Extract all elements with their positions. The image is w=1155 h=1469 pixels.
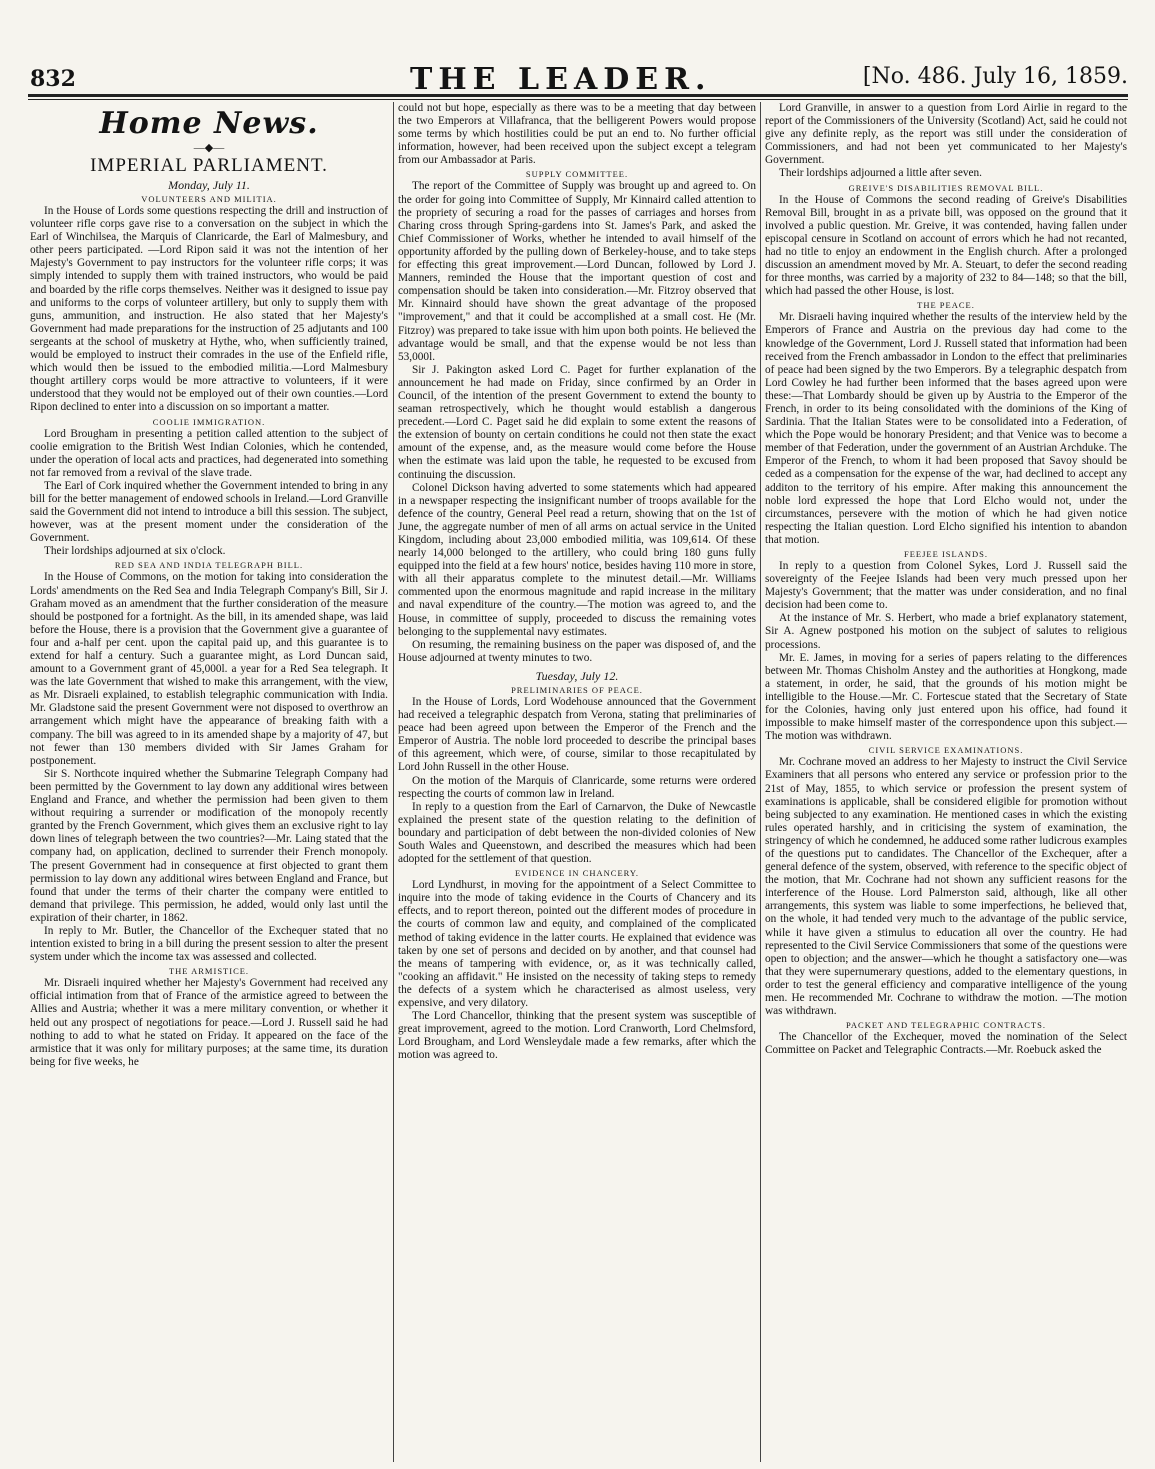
subheading: PACKET AND TELEGRAPHIC CONTRACTS. xyxy=(845,1020,1047,1031)
paragraph: The report of the Committee of Supply was brought up and agreed to. On the order for going into Committee of Supply, Mr Kinnaird called attention to the propriety of securing a road for the passes of carriages and horses from Charing cross through Spring-gardens into St. James's Park, and asked the Chief Commissioner of Works, whether he intended to avail himself of the opportunity afforded by the pulling down of Berkeley-house, and to take steps for effecting this great improvement.—Lord Duncan, followed by Lord J. Manners, reminded the House that the important question of cost and compensation should be taken into consideration.—Mr. Fitzroy observed that Mr. Kinnaird should have shown the great advantage of the proposed "improvement," and that it could be accomplished at a small cost. He (Mr. Fitzroy) was prepared to take issue with him upon both points. He believed the advantage would be small, and that the expense would be not less than 53,000l. xyxy=(398,180,756,363)
paragraph: On resuming, the remaining business on the paper was disposed of, and the House adjourned at twenty minutes to two. xyxy=(398,638,756,664)
paragraph: Lord Brougham in presenting a petition called attention to the subject of coolie emigration to the British West Indian Colonies, which he contended, under the operation of local acts and practices, had degenerated into something not far removed from a revival of the slave trade. xyxy=(30,427,388,479)
paragraph: The Earl of Cork inquired whether the Government intended to bring in any bill for the better management of endowed schools in Ireland.—Lord Granville said the Government did not intend to introduce a bill this session. The subject, however, was at the present moment under the consideration of the Government. xyxy=(30,479,388,545)
subheading: THE PEACE. xyxy=(917,300,975,311)
section-flourish: —◆— xyxy=(193,142,225,154)
paragraph: On the motion of the Marquis of Clanricarde, some returns were ordered respecting the courts of common law in Ireland. xyxy=(398,774,756,800)
subheading: RED SEA AND INDIA TELEGRAPH BILL. xyxy=(114,560,304,571)
paragraph: Colonel Dickson having adverted to some statements which had appeared in a newspaper respecting the insignificant number of troops available for the defence of the country, General Peel read a return, showing that on the 1st of June, the aggregate number of men of all arms on actual service in the United Kingdom, including about 23,000 embodied militia, was 109,614. Of these nearly 14,000 belonged to the artillery, who could bring 180 guns fully equipped into the field at a few hours' notice, besides having 110 more in store, with all their apparatus complete to the minutest detail.—Mr. Williams commented upon the enormous magnitude and rapid increase in the military and naval expenditure of the country.—The motion was agreed to, and the House, in committee of supply, proceeded to discuss the remaining votes belonging to the supplemental navy estimates. xyxy=(398,481,756,638)
paragraph: In reply to a question from Colonel Sykes, Lord J. Russell said the sovereignty of the Feejee Islands had been very much pressed upon her Majesty's Government; that the matter was under consideration, and no final decision had been come to. xyxy=(765,560,1127,612)
masthead-rule-thick xyxy=(28,94,1128,97)
subheading: FEEJEE ISLANDS. xyxy=(904,549,988,559)
paragraph: Lord Lyndhurst, in moving for the appointment of a Select Committee to inquire into the mode of taking evidence in the Courts of Chancery and its effects, and to report thereon, pointed out the different modes of procedure in the courts of common law and equity, and complained of the complicated method of taking evidence in the latter courts. He explained that evidence was taken by one set of persons and decided on by another, and that counsel had the means of tampering with evidence, or, as it was technically called, "cooking an affidavit." He insisted on the necessity of taking steps to remedy the defects of a system which he characterised as almost useless, very expensive, and very dilatory. xyxy=(398,879,756,1009)
subheading: EVIDENCE IN CHANCERY. xyxy=(514,868,640,879)
paragraph: In the House of Commons the second reading of Greive's Disabilities Removal Bill, brought in as a private bill, was opposed on the ground that it involved a public question. Mr. Greive, it was contended, having fallen under episcopal censure in Scotland on account of errors which he had not recanted, had no title to enjoy an endowment in the English church. After a prolonged discussion an amendment moved by Mr. A. Steuart, to defer the second reading for three months, was carried by a majority of 232 to 84—148; so that the bill, which had passed the other House, is lost. xyxy=(765,193,1127,298)
paragraph: In reply to a question from the Earl of Carnarvon, the Duke of Newcastle explained the present state of the question relating to the definition of boundary and participation of debt between the non-divided colonies of New South Wales and Queenstown, and described the measures which had been adopted for the settlement of that question. xyxy=(398,800,756,866)
paragraph: Lord Granville, in answer to a question from Lord Airlie in regard to the report of the Commissioners of the University (Scotland) Act, said he could not give any definite reply, as the report was still under the consideration of Commissioners, and had not been yet communicated to her Majesty's Government. xyxy=(765,102,1127,167)
paragraph: The Lord Chancellor, thinking that the present system was susceptible of great improvement, agreed to the motion. Lord Cranworth, Lord Chelmsford, Lord Brougham, and Lord Wensleydale made a few remarks, after which the motion was agreed to. xyxy=(398,1010,756,1062)
section-title: Home News. xyxy=(99,106,319,141)
masthead xyxy=(30,60,1128,96)
subheading: GREIVE'S DISABILITIES REMOVAL BILL. xyxy=(848,182,1044,193)
page-number: 832 xyxy=(30,66,76,92)
paragraph: Mr. Disraeli inquired whether her Majesty's Government had received any official intimation from that of France of the armistice agreed to between the Allies and Austria; whether it was a mere military convention, or whether it held out any prospect of negotiations for peace.—Lord J. Russell said he had nothing to add to what he stated on Friday. It appeared on the face of the armistice that it was only for military purposes; at the same time, its duration being for five weeks, he xyxy=(30,977,388,1068)
paragraph: In reply to Mr. Butler, the Chancellor of the Exchequer stated that no intention existed to bring in a bill during the present session to alter the present system under which the income tax was assessed and collected. xyxy=(30,924,388,964)
column-divider xyxy=(393,102,394,1462)
column-3 xyxy=(765,102,1127,1457)
subheading: SUPPLY COMMITTEE. xyxy=(525,169,629,180)
newspaper-title: THE LEADER. xyxy=(410,62,712,97)
date-heading: Tuesday, July 12. xyxy=(535,668,619,683)
paragraph: At the instance of Mr. S. Herbert, who made a brief explanatory statement, Sir A. Agnew postponed his motion on the subject of salutes to religious processions. xyxy=(765,612,1127,651)
section-heading: IMPERIAL PARLIAMENT. xyxy=(90,155,328,176)
column-2 xyxy=(398,102,756,1457)
subheading: CIVIL SERVICE EXAMINATIONS. xyxy=(868,745,1024,756)
paragraph: could not but hope, especially as there was to be a meeting that day between the two Emperors at Villafranca, that the belligerent Powers would propose some terms by which hostilities could be put an end to. No further official information, however, had been received upon the subject except a telegram from our Ambassador at Paris. xyxy=(398,102,756,167)
paragraph: Their lordships adjourned a little after seven. xyxy=(779,167,982,180)
subheading: PRELIMINARIES OF PEACE. xyxy=(511,684,643,695)
paragraph: Sir J. Pakington asked Lord C. Paget for further explanation of the announcement he had made on Friday, since confirmed by an Order in Council, of the intention of the present Government to extend the bounty to seaman retrospectively, which he thought would establish a dangerous precedent.—Lord C. Paget said he did explain to some extent the reasons of the extension of bounty on certain conditions he could not then state the exact amount of the expense, and, as the measure would come before the House when the estimate was laid upon the table, he requested to be excused from continuing the discussion. xyxy=(398,363,756,481)
column-divider xyxy=(760,102,761,1462)
issue-date: [No. 486. July 16, 1859. xyxy=(862,64,1128,89)
subheading: COOLIE IMMIGRATION. xyxy=(152,416,266,427)
paragraph: In the House of Commons, on the motion for taking into consideration the Lords' amendments on the Red Sea and India Telegraph Company's Bill, Sir J. Graham moved as an amendment that the further consideration of the measure should be postponed for a fortnight. As the bill, in its amended shape, was laid before the House, there is a provision that the Government give a guarantee of four and a-half per cent. upon the capital paid up, and this guarantee is to extend for half a century. Such a guarantee might, as Lord Duncan said, amount to a Government grant of 45,000l. a year for a Red Sea telegraph. It was the late Government that wished to make this arrangement, with the view, as Mr. Disraeli explained, to establish telegraphic communication with India. Mr. Gladstone said the present Government were not disposed to overthrow an arrangement which might have the appearance of breaking faith with a company. The bill was agreed to in its amended shape by a majority of 47, but not fewer than 130 members divided with Sir James Graham for postponement. xyxy=(30,571,388,767)
paragraph: The Chancellor of the Exchequer, moved the nomination of the Select Committee on Packet and Telegraphic Contracts.—Mr. Roebuck asked the xyxy=(765,1031,1127,1057)
column-1 xyxy=(30,102,388,1457)
masthead-rule-thin xyxy=(28,99,1128,100)
paragraph: In the House of Lords some questions respecting the drill and instruction of volunteer rifle corps gave rise to a conversation on the subject in which the Earl of Winchilsea, the Marquis of Clanricarde, the Earl of Malmesbury, and other peers participated. —Lord Ripon said it was not the intention of her Majesty's Government to pay instructors for the volunteer rifle corps; it was simply intended to supply them with trained instructors, who would be paid and boarded by the rifle corps themselves. Neither was it designed to issue pay and uniforms to the corps of volunteer artillery, but only to supply them with guns, ammunition, and instruction. He also stated that her Majesty's Government had made preparations for the instruction of 25 adjutants and 100 sergeants at the school of musketry at Hythe, who, when sufficiently trained, would be employed to instruct their comrades in the use of the Enfield rifle, which would then be issued to the embodied militia.—Lord Malmesbury thought artillery corps would be more attractive to volunteers, if it were understood that they would not be employed out of their own counties.—Lord Ripon declined to enter into a discussion on so important a matter. xyxy=(30,205,388,414)
subheading: THE ARMISTICE. xyxy=(168,966,250,977)
paragraph: Their lordships adjourned at six o'clock. xyxy=(44,545,226,558)
date-heading: Monday, July 11. xyxy=(168,178,250,192)
subheading: VOLUNTEERS AND MILITIA. xyxy=(141,194,277,204)
paragraph: Mr. Cochrane moved an address to her Majesty to instruct the Civil Service Examiners that all persons who entered any service or profession prior to the 21st of May, 1855, to which service or profession the present system of examinations is applicable, shall be considered eligible for promotion without being subjected to any examination. He mentioned cases in which the existing rules operated harshly, and in criticising the system of examination, the stringency of which he condemned, he adduced some rather ludicrous examples of the questions put to candidates. The Chancellor of the Exchequer, after a general defence of the system, observed, with reference to the specific object of the motion, that Mr. Cochrane had not shown any sufficient reasons for the interference of the House. Lord Palmerston said, although, like all other arrangements, this system was liable to some imperfections, he believed that, on the whole, it had tended very much to the advantage of the public service, while it have given a stimulus to education all over the country. He had represented to the Civil Service Commissioners that some of the questions were open to objection; and the answer—which he thought a satisfactory one—was that they were supernumerary questions, added to the elementary questions, in order to test the general efficiency and comparative intelligence of the young men. He recommended Mr. Cochrane to withdraw the motion. —The motion was withdrawn. xyxy=(765,756,1127,1018)
paragraph: Sir S. Northcote inquired whether the Submarine Telegraph Company had been permitted by the Government to lay down any additional wires between England and France, and whether the permission had been given to them without requiring a surrender or modification of the monopoly recently granted by the French Government, which gives them an exclusive right to lay down lines of telegraph between the two countries?—Mr. Laing stated that the company had, on application, declined to surrender their French monopoly. The present Government had in consequence at first objected to grant them permission to lay down any additional wires between England and France, but found that under the terms of their charter the company were entitled to demand that privilege. This permission, he added, would only last until the expiration of their charter, in 1862. xyxy=(30,767,388,924)
paragraph: In the House of Lords, Lord Wodehouse announced that the Government had received a telegraphic despatch from Verona, stating that preliminaries of peace had been agreed upon between the Emperor of the French and the Emperor of Austria. The noble lord proceeded to describe the principal bases of this agreement, which were, of course, similar to those recapitulated by Lord John Russell in the other House. xyxy=(398,695,756,774)
paragraph: Mr. Disraeli having inquired whether the results of the interview held by the Emperors of France and Austria on the previous day had come to the knowledge of the Government, Lord J. Russell stated that information had been received from the French ambassador in London to the effect that preliminaries of peace had been signed by the two Emperors. By a telegraphic despatch from Lord Cowley he had further been informed that the bases agreed upon were these:—That Lombardy should be given up by Austria to the Emperor of the French, in order to its being consolidated with the dominions of the King of Sardinia. That the Italian States were to be consolidated into a Federation, of which the Pope would be honorary President; and that Venice was to become a member of that Federation, under the government of an Austrian Archduke. The Emperor of the French, to whom it had been proposed that Savoy should be ceded as a compensation for the expense of the war, had declined to accept any additon to the territory of his empire. After making this announcement the noble lord expressed the hope that Lord Elcho would not, under the circumstances, persevere with the motion of which he had given notice respecting the Italian question. Lord Elcho signified his intention to abandon that motion. xyxy=(765,311,1127,546)
paragraph: Mr. E. James, in moving for a series of papers relating to the differences between Mr. Thomas Chisholm Anstey and the authorities at Hongkong, made a statement, in order, he said, that the grounds of his motion might be intelligible to the House.—Mr. C. Fortescue stated that the Secretary of State for the Colonies, having only just entered upon his office, had found it impossible to make himself master of the correspondence upon this subject.—The motion was withdrawn. xyxy=(765,651,1127,743)
